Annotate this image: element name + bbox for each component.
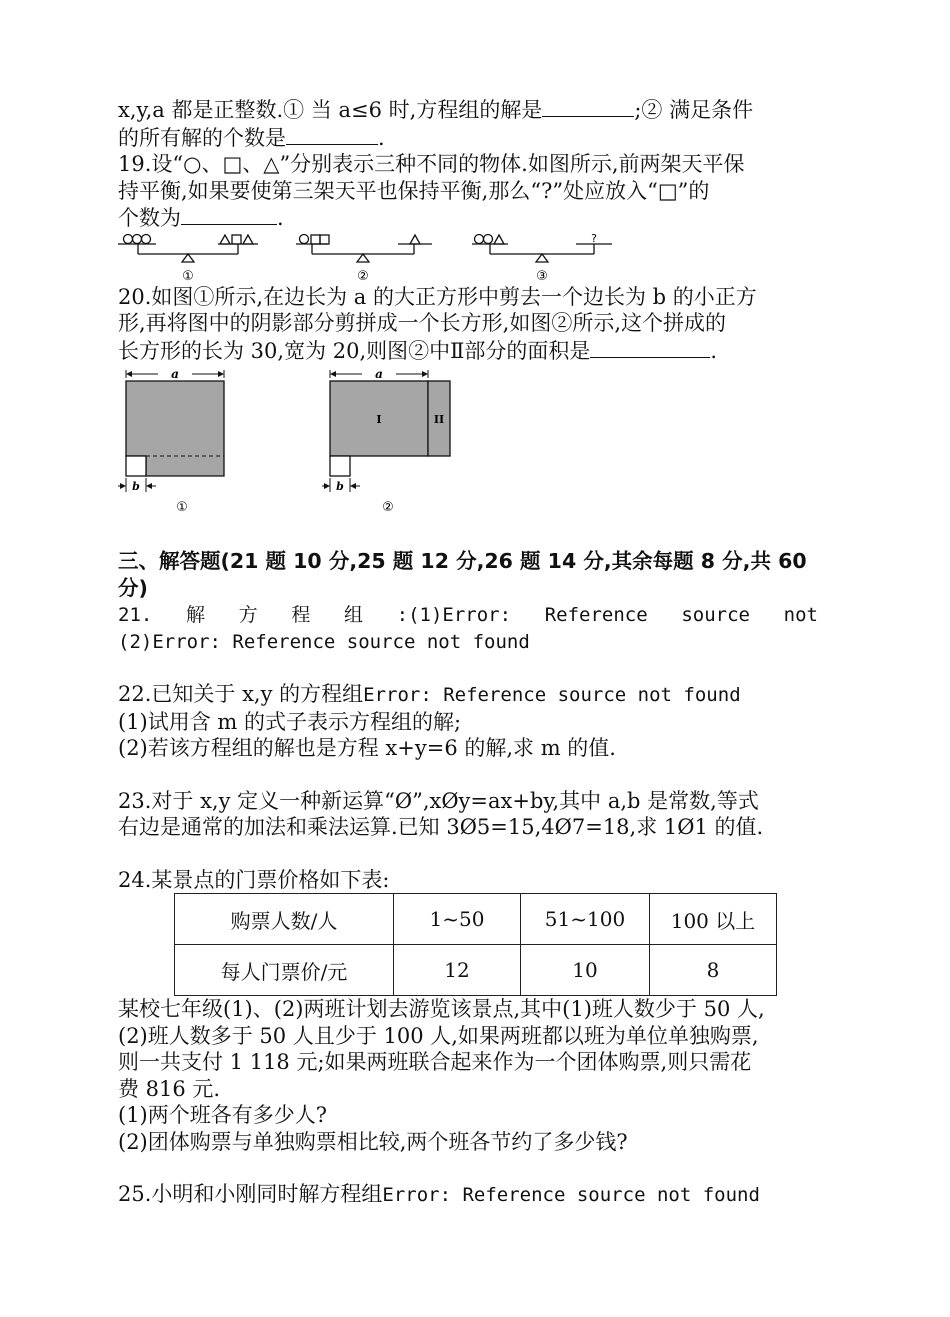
figure-1-big-square <box>118 368 224 515</box>
q22-line3: (2)若该方程组的解也是方程 x+y=6 的解,求 m 的值. <box>118 736 616 760</box>
q24-intro: 24.某景点的门票价格如下表: <box>118 867 390 892</box>
ticket-price-table <box>174 893 777 996</box>
scale-label-3: ③ <box>536 268 548 284</box>
q24-question-1: (1)两个班各有多少人? <box>118 1103 328 1127</box>
fig2-region-1-label: I <box>376 413 382 426</box>
fig2-label: ② <box>382 500 394 515</box>
q18-answer-blank-2[interactable] <box>286 124 378 145</box>
q21-part: 组 <box>344 604 364 626</box>
table-row <box>175 894 777 945</box>
triangle-object-icon <box>220 235 230 244</box>
circle-object-icon <box>484 234 493 243</box>
q18-text: x,y,a 都是正整数.① 当 a≤6 时,方程组的解是 <box>118 98 543 122</box>
q18-text: 的所有解的个数是 <box>118 125 286 150</box>
q21-part: 程 <box>291 604 311 626</box>
q24-para-line1: 某校七年级(1)、(2)两班计划去游览该景点,其中(1)班人数少于 50 人, <box>118 997 765 1021</box>
table-row <box>175 945 777 996</box>
table-cell: 51~100 <box>521 894 650 945</box>
q24-para-line2: (2)班人数多于 50 人且少于 100 人,如果两班都以班为单位单独购票, <box>118 1023 759 1048</box>
q21-part: Reference <box>544 604 648 626</box>
q21-part: not <box>783 604 818 626</box>
q18-text: ;② 满足条件 <box>634 98 754 122</box>
q20-answer-blank[interactable] <box>590 337 710 358</box>
q25-line1 <box>118 1181 838 1209</box>
table-cell: 购票人数/人 <box>175 894 394 945</box>
q18-answer-blank-1[interactable] <box>542 96 634 117</box>
q20-text: . <box>710 338 718 363</box>
question-mark-label: ? <box>591 231 597 245</box>
fulcrum-icon <box>182 254 194 262</box>
q19-line3 <box>118 204 838 232</box>
section-3-heading-line2: 分) <box>118 576 148 600</box>
q21-part: 解 <box>185 604 205 626</box>
fulcrum-icon <box>536 254 548 262</box>
triangle-object-icon <box>243 235 253 244</box>
circle-object-icon <box>475 234 484 243</box>
circle-object-icon <box>124 234 133 243</box>
balance-scale-1 <box>118 234 258 262</box>
scale-label-2: ② <box>357 268 369 284</box>
q18-text: . <box>378 125 385 150</box>
balance-scales-figure <box>118 232 638 284</box>
q23-line2: 右边是通常的加法和乘法运算.已知 3Ø5=15,4Ø7=18,求 1Ø1 的值. <box>118 815 764 839</box>
table-cell: 100 以上 <box>650 894 777 945</box>
q20-line2: 形,再将图中的阴影部分剪拼成一个长方形,如图②所示,这个拼成的 <box>118 311 727 335</box>
q19-text: 个数为 <box>118 206 181 230</box>
q19-line2: 持平衡,如果要使第三架天平也保持平衡,那么“?”处应放入“□”的 <box>118 178 710 203</box>
triangle-object-icon <box>410 235 420 244</box>
fulcrum-icon <box>357 254 369 262</box>
q22-line1 <box>118 681 838 709</box>
square-figures <box>118 368 478 518</box>
table-cell: 10 <box>521 945 650 996</box>
q23-line1: 23.对于 x,y 定义一种新运算“Ø”,xØy=ax+by,其中 a,b 是常数,等式 <box>118 788 759 813</box>
q24-para-line4: 费 816 元. <box>118 1076 221 1101</box>
fig2-side-a-label: a <box>375 368 383 381</box>
circle-object-icon <box>133 234 142 243</box>
table-cell: 8 <box>650 945 777 996</box>
q25-text: 25.小明和小刚同时解方程组 <box>118 1182 383 1206</box>
table-cell: 12 <box>394 945 521 996</box>
q20-line3 <box>118 337 838 365</box>
triangle-object-icon <box>494 235 504 244</box>
q21-part: source <box>681 604 750 626</box>
q25-error-text: Error: Reference source not found <box>382 1184 760 1206</box>
q20-line1: 20.如图①所示,在边长为 a 的大正方形中剪去一个边长为 b 的小正方 <box>118 284 757 309</box>
q19-answer-blank[interactable] <box>181 204 277 225</box>
balance-scale-2 <box>296 234 432 262</box>
q21-part: :(1)Error: <box>396 604 512 626</box>
square-object-icon <box>311 235 320 244</box>
q22-text: 22.已知关于 x,y 的方程组 <box>118 682 364 706</box>
q22-error-text: Error: Reference source not found <box>363 684 741 706</box>
q21-part: 21. <box>118 604 153 626</box>
figure-2-rectangle <box>322 368 450 515</box>
fig1-label: ① <box>176 500 188 515</box>
q19-text: . <box>277 206 284 230</box>
q24-question-2: (2)团体购票与单独购票相比较,两个班各节约了多少钱? <box>118 1129 628 1154</box>
q21-part: 方 <box>238 604 258 626</box>
fig2-side-b-label: b <box>336 480 344 493</box>
square-object-icon <box>232 235 241 244</box>
q21-line1 <box>118 602 818 629</box>
fig1-side-a-label: a <box>171 368 179 381</box>
q21-line2: (2)Error: Reference source not found <box>118 630 530 653</box>
q22-line2: (1)试用含 m 的式子表示方程组的解; <box>118 709 462 734</box>
q24-para-line3: 则一共支付 1 118 元;如果两班联合起来作为一个团体购票,则只需花 <box>118 1050 752 1074</box>
q18-line2 <box>118 124 838 152</box>
q18-line1 <box>118 96 838 124</box>
table-cell: 1~50 <box>394 894 521 945</box>
circle-object-icon <box>142 234 151 243</box>
q19-line1: 19.设“○、□、△”分别表示三种不同的物体.如图所示,前两架天平保 <box>118 152 745 176</box>
fig2-region-2-label: II <box>433 413 445 426</box>
q20-text: 长方形的长为 30,宽为 20,则图②中Ⅱ部分的面积是 <box>118 338 591 363</box>
circle-object-icon <box>300 234 309 243</box>
table-cell: 每人门票价/元 <box>175 945 394 996</box>
document-page <box>118 96 838 1209</box>
square-object-icon <box>320 235 329 244</box>
fig1-side-b-label: b <box>132 480 140 493</box>
section-3-heading-line1: 三、解答题(21 题 10 分,25 题 12 分,26 题 14 分,其余每题 8 分,共 60 <box>118 549 807 573</box>
scale-label-1: ① <box>182 268 194 284</box>
